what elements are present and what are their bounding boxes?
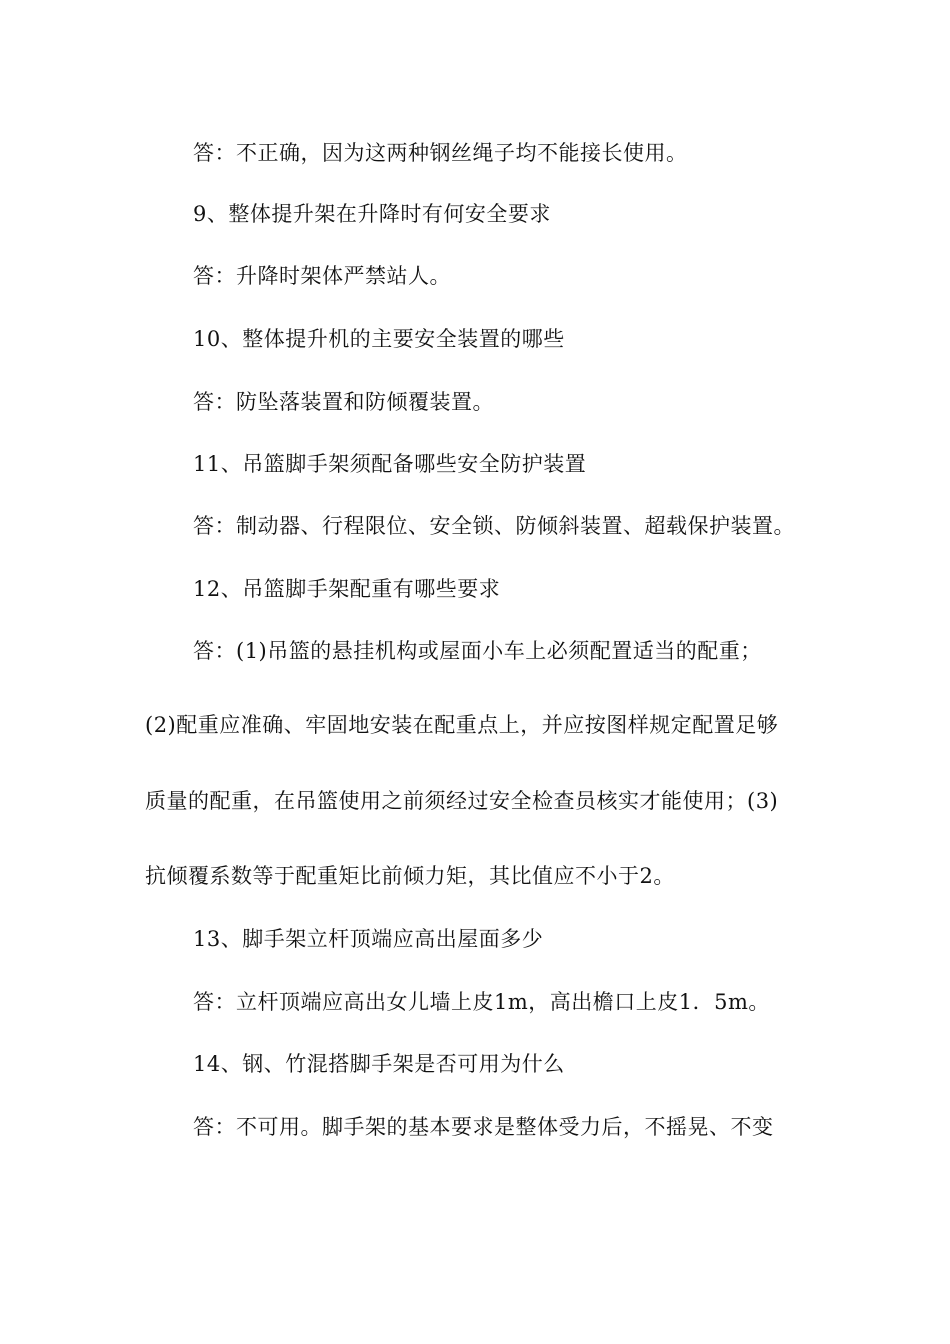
answer-12-line-1: 答：(1)吊篮的悬挂机构或屋面小车上必须配置适当的配重； bbox=[193, 639, 762, 663]
answer-12-line-3: 质量的配重，在吊篮使用之前须经过安全检查员核实才能使用；(3) bbox=[145, 789, 779, 813]
answer-11-line: 答：制动器、行程限位、安全锁、防倾斜装置、超载保护装置。 bbox=[193, 514, 795, 538]
question-14-line: 14、钢、竹混搭脚手架是否可用为什么 bbox=[193, 1052, 565, 1076]
answer-12-line-4: 抗倾覆系数等于配重矩比前倾力矩，其比值应不小于2。 bbox=[145, 864, 675, 888]
question-9-line: 9、整体提升架在升降时有何安全要求 bbox=[193, 202, 551, 226]
answer-12-line-2: (2)配重应准确、牢固地安装在配重点上，并应按图样规定配置足够 bbox=[145, 713, 779, 737]
question-13-line: 13、脚手架立杆顶端应高出屋面多少 bbox=[193, 927, 544, 951]
question-11-line: 11、吊篮脚手架须配备哪些安全防护装置 bbox=[193, 452, 587, 476]
answer-13-line: 答：立杆顶端应高出女儿墙上皮1m，高出檐口上皮1．5m。 bbox=[193, 990, 770, 1014]
answer-10-line: 答：防坠落装置和防倾覆装置。 bbox=[193, 390, 494, 414]
answer-14-line: 答：不可用。脚手架的基本要求是整体受力后，不摇晃、不变 bbox=[193, 1115, 774, 1139]
answer-9-line: 答：升降时架体严禁站人。 bbox=[193, 264, 451, 288]
answer-8-line: 答：不正确，因为这两种钢丝绳子均不能接长使用。 bbox=[193, 141, 688, 165]
question-12-line: 12、吊篮脚手架配重有哪些要求 bbox=[193, 577, 501, 601]
question-10-line: 10、整体提升机的主要安全装置的哪些 bbox=[193, 327, 565, 351]
